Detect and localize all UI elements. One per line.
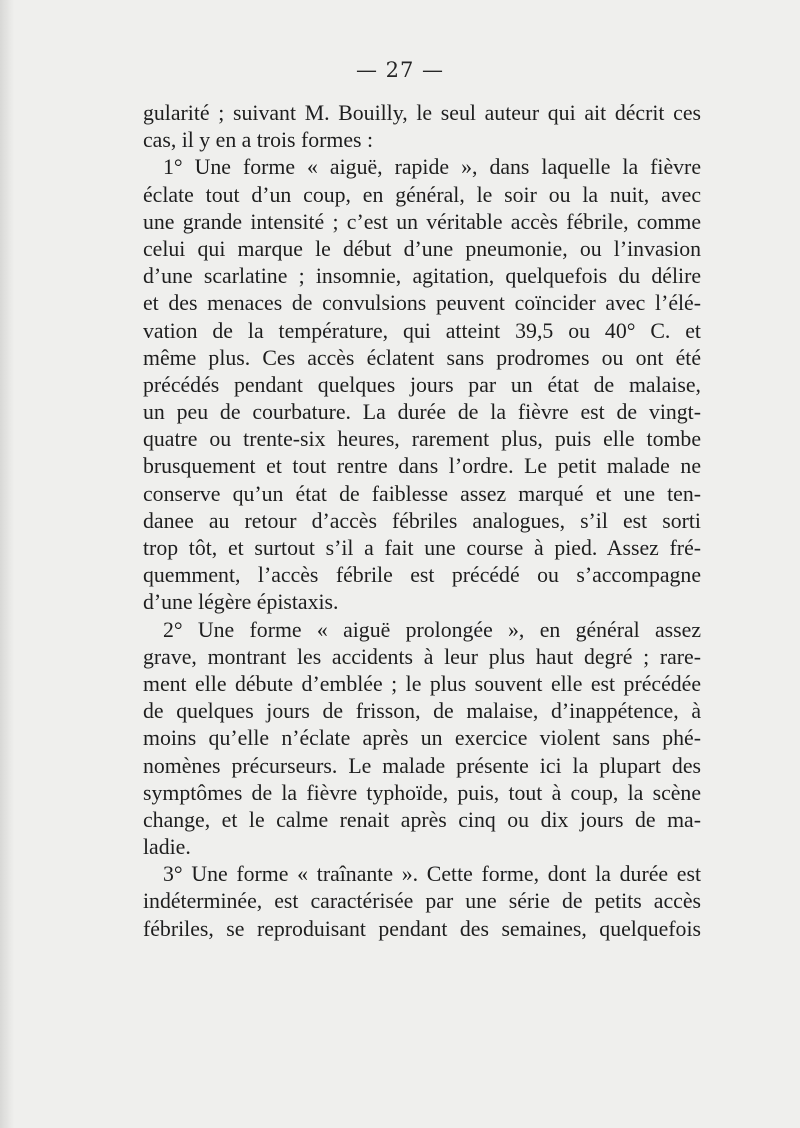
paragraph-3-start: 3° Une forme « traînante ». Cette forme, dont la durée est [163, 862, 701, 887]
text-line: ment elle débute d’emblée ; le plus souvent elle est précédée [143, 671, 701, 696]
text-line: de quelques jours de frisson, de malaise, d’inappétence, à [143, 699, 701, 724]
text-line: quemment, l’accès fébrile est précédé ou s’accompagne [143, 563, 701, 588]
text-line: celui qui marque le début d’une pneumonie, ou l’invasion [143, 236, 701, 261]
page-edge-shadow [0, 0, 14, 1128]
text-line: symptômes de la fièvre typhoïde, puis, tout à coup, la scène [143, 780, 701, 805]
text-line: vation de la température, qui atteint 39,5 ou 40° C. et [143, 318, 701, 343]
text-line: éclate tout d’un coup, en général, le soir ou la nuit, avec [143, 182, 701, 207]
text-line: danee au retour d’accès fébriles analogues, s’il est sorti [143, 508, 701, 533]
paragraph-2-start: 2° Une forme « aiguë prolongée », en général assez [163, 617, 701, 642]
text-line: d’une légère épistaxis. [143, 590, 339, 615]
text-line: gularité ; suivant M. Bouilly, le seul auteur qui ait décrit ces [143, 101, 701, 125]
text-line: trop tôt, et surtout s’il a fait une course à pied. Assez fré- [143, 536, 701, 560]
text-line: brusquement et tout rentre dans l’ordre. Le petit malade ne [143, 454, 701, 479]
paragraph-1-start: 1° Une forme « aiguë, rapide », dans laquelle la fièvre [163, 155, 701, 180]
text-line: et des menaces de convulsions peuvent coïncider avec l’élé- [143, 291, 701, 316]
text-line: cas, il y en a trois formes : [143, 128, 374, 153]
text-line: un peu de courbature. La durée de la fièvre est de vingt- [143, 400, 701, 425]
page-number: — 27 — [355, 58, 445, 82]
text-line: ladie. [143, 835, 191, 860]
text-line: conserve qu’un état de faiblesse assez marqué et une ten- [143, 481, 701, 506]
text-line: change, et le calme renait après cinq ou dix jours de ma- [143, 807, 701, 832]
text-line: une grande intensité ; c’est un véritable accès fébrile, comme [143, 209, 701, 234]
text-line: précédés pendant quelques jours par un état de malaise, [143, 372, 701, 397]
text-line: grave, montrant les accidents à leur plus haut degré ; rare- [143, 644, 701, 669]
text-line: d’une scarlatine ; insomnie, agitation, quelquefois du délire [143, 264, 701, 289]
text-line: moins qu’elle n’éclate après un exercice violent sans phé- [143, 726, 701, 751]
text-line: même plus. Ces accès éclatent sans prodromes ou ont été [143, 345, 701, 370]
text-line: quatre ou trente-six heures, rarement plus, puis elle tombe [143, 427, 701, 452]
text-line: fébriles, se reproduisant pendant des semaines, quelquefois [143, 916, 701, 941]
text-line: indéterminée, est caractérisée par une série de petits accès [143, 889, 701, 914]
body-text [143, 100, 701, 943]
text-line: nomènes précurseurs. Le malade présente ici la plupart des [143, 753, 701, 778]
